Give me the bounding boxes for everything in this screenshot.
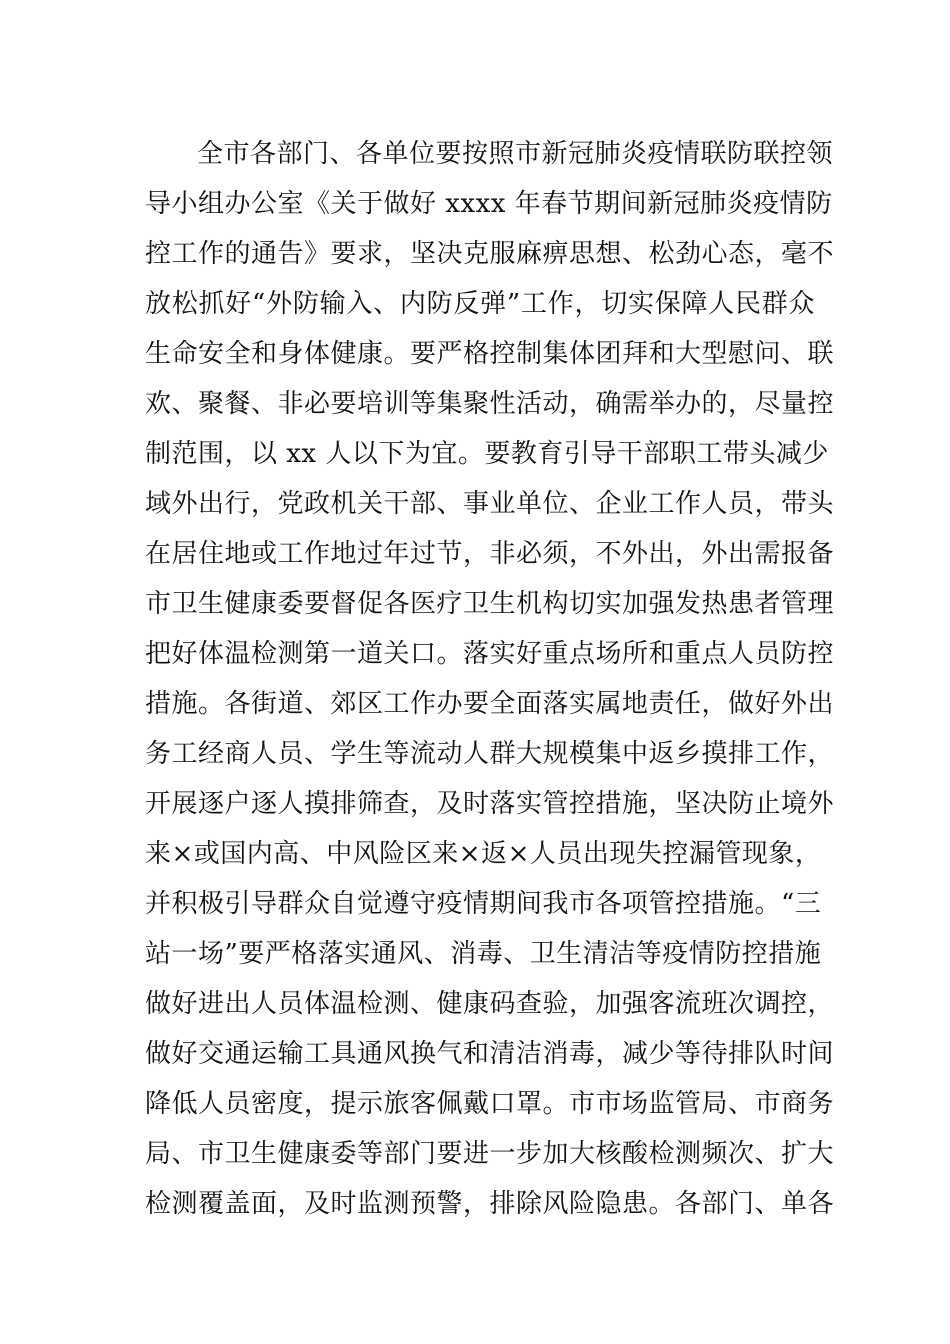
text-line: 控工作的通告》要求，坚决克服麻痹思想、松劲心态，毫不 (145, 239, 835, 269)
text-line: 欢、聚餐、非必要培训等集聚性活动，确需举办的，尽量控 (145, 389, 835, 419)
text-line: 域外出行，党政机关干部、事业单位、企业工作人员，带头 (145, 489, 835, 519)
text-line: 局、市卫生健康委等部门要进一步加大核酸检测频次、扩大 (145, 1139, 835, 1169)
text-line: 市卫生健康委要督促各医疗卫生机构切实加强发热患者管理 (145, 589, 835, 619)
text-line: 务工经商人员、学生等流动人群大规模集中返乡摸排工作， (145, 739, 835, 769)
body-text (145, 129, 835, 1229)
text-line: 来×或国内高、中风险区来×返×人员出现失控漏管现象， (145, 839, 822, 869)
text-line: 并积极引导群众自觉遵守疫情期间我市各项管控措施。“三 (145, 889, 822, 919)
text-line: 生命安全和身体健康。要严格控制集体团拜和大型慰问、联 (145, 339, 835, 369)
text-line: 在居住地或工作地过年过节，非必须，不外出，外出需报备 (145, 539, 835, 569)
text-line: 制范围，以 xx 人以下为宜。要教育引导干部职工带头减少 (145, 439, 829, 469)
text-line: 做好交通运输工具通风换气和清洁消毒，减少等待排队时间 (145, 1039, 835, 1069)
text-line: 把好体温检测第一道关口。落实好重点场所和重点人员防控 (145, 639, 835, 669)
text-line: 放松抓好“外防输入、内防反弹”工作，切实保障人民群众 (145, 289, 815, 319)
text-line: 导小组办公室《关于做好 xxxx 年春节期间新冠肺炎疫情防 (145, 189, 833, 219)
text-line: 措施。各街道、郊区工作办要全面落实属地责任，做好外出 (145, 689, 835, 719)
text-line: 检测覆盖面，及时监测预警，排除风险隐患。各部门、单各 (145, 1189, 835, 1219)
text-line: 全市各部门、各单位要按照市新冠肺炎疫情联防联控领 (197, 139, 834, 169)
text-line: 做好进出人员体温检测、健康码查验，加强客流班次调控， (145, 989, 835, 1019)
text-line: 降低人员密度，提示旅客佩戴口罩。市市场监管局、市商务 (145, 1089, 835, 1119)
text-line: 开展逐户逐人摸排筛查，及时落实管控措施，坚决防止境外 (145, 789, 835, 819)
text-line: 站一场”要严格落实通风、消毒、卫生清洁等疫情防控措施 (145, 939, 822, 969)
